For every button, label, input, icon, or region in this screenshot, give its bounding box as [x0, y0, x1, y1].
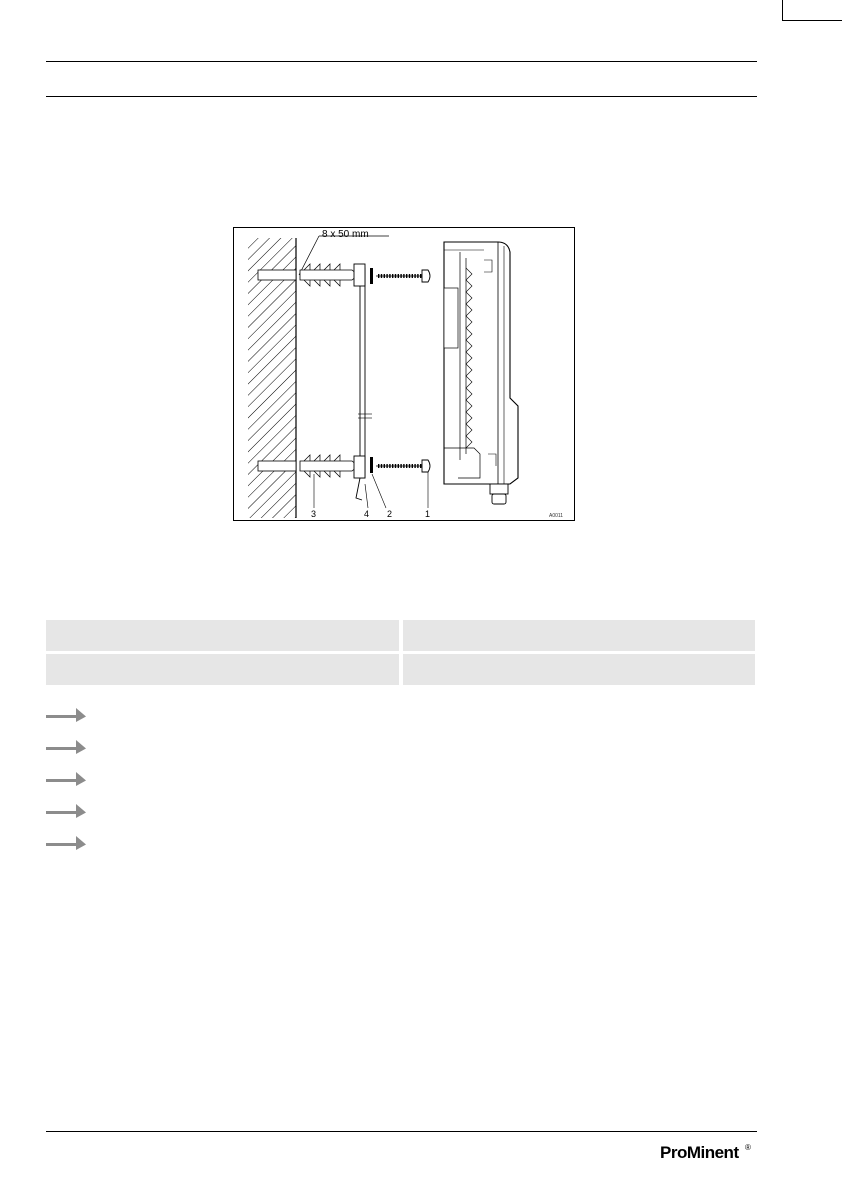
mounting-figure	[233, 227, 575, 521]
arrow-step-icon	[46, 738, 86, 754]
header-rule-top	[46, 61, 757, 62]
screw-lower	[376, 460, 430, 472]
dimension-label: 8 x 50 mm	[322, 229, 369, 240]
callout-3: 3	[311, 509, 317, 519]
table-row	[46, 654, 755, 685]
table-cell	[46, 654, 399, 685]
figure-code: A0011	[549, 513, 564, 519]
wall	[248, 238, 296, 518]
header-rule-bottom	[46, 96, 757, 97]
table-cell	[46, 620, 399, 651]
arrow-step-icon	[46, 834, 86, 850]
washer-lower	[370, 457, 373, 473]
callout-2: 2	[387, 509, 393, 519]
dowel-upper	[300, 264, 358, 286]
washer-upper	[370, 268, 373, 284]
cable-gland	[490, 484, 508, 504]
crop-mark-right	[782, 20, 842, 21]
callout-1: 1	[425, 509, 431, 519]
arrow-step-icon	[46, 706, 86, 722]
screw-upper	[376, 270, 430, 282]
arrow-step-icon	[46, 770, 86, 786]
table-row	[46, 620, 755, 651]
registered-mark: ®	[745, 1143, 751, 1152]
table-cell	[403, 620, 756, 651]
instruction-steps	[46, 706, 86, 866]
dowel-lower	[300, 455, 358, 477]
arrow-step-icon	[46, 802, 86, 818]
crop-mark-top	[782, 0, 783, 20]
wall-bracket	[354, 264, 372, 500]
footer-rule	[46, 1131, 757, 1132]
table-cell	[403, 654, 756, 685]
brand-logo: ProMinent	[660, 1143, 739, 1162]
mounting-diagram	[234, 228, 574, 520]
info-table	[46, 620, 755, 688]
callout-4: 4	[364, 509, 370, 519]
controller-housing	[444, 242, 518, 484]
